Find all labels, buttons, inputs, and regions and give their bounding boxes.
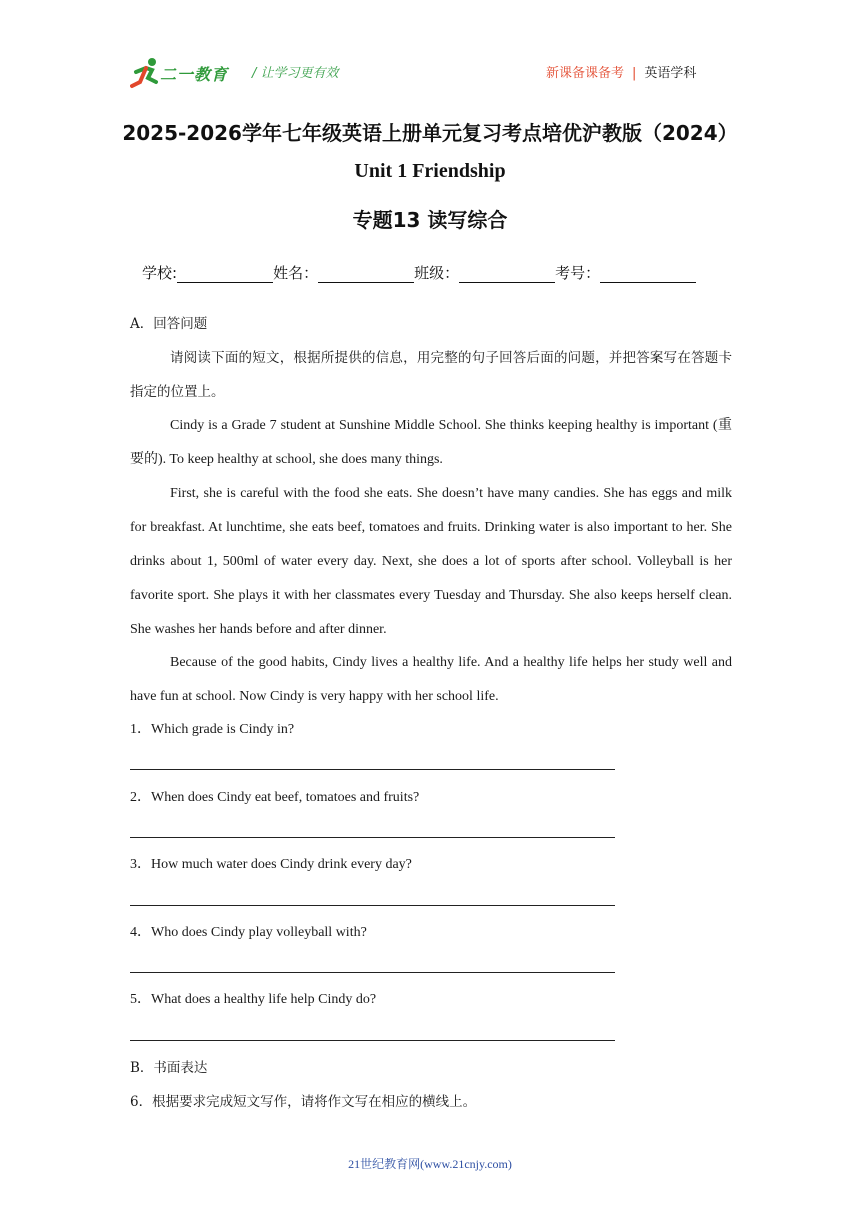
school-blank[interactable] — [177, 266, 273, 283]
question-4: 4．Who does Cindy play volleyball with? — [130, 925, 367, 940]
answer-line-4[interactable] — [130, 972, 615, 973]
passage-paragraph: First, she is careful with the food she eats. She doesn’t have many candies. She has eggs and milk for breakfast. At lunchtime, she eats beef, tomatoes and fruits. Drinking water is also important to her. She drinks about 1, 500ml of water every day. Next, she does a lot of sports after school. Volleyball is her favorite sport. She plays it with her classmates every Tuesday and Thursday. She also keeps herself clean. She washes her hands before and after dinner. — [130, 486, 732, 637]
class-blank[interactable] — [459, 266, 555, 283]
answer-line-3[interactable] — [130, 905, 615, 906]
page-title: 2025-2026学年七年级英语上册单元复习考点培优沪教版（2024） — [122, 121, 738, 145]
question-2: 2．When does Cindy eat beef, tomatoes and fruits? — [130, 790, 420, 805]
section-a-heading: A．回答问题 — [130, 316, 208, 332]
slogan: / 让学习更有效 — [252, 66, 339, 81]
student-info-row — [142, 262, 696, 283]
question-3: 3．How much water does Cindy drink every day? — [130, 857, 412, 872]
logo-text: 二一教育 — [160, 65, 229, 84]
unit-title: Unit 1 Friendship — [354, 160, 506, 182]
passage-paragraph: Because of the good habits, Cindy lives a healthy life. And a healthy life helps her study well and have fun at school. Now Cindy is very happy with her school life. — [130, 655, 732, 704]
runner-logo-icon — [130, 56, 164, 90]
question-6: 6．根据要求完成短文写作，请将作文写在相应的横线上。 — [130, 1094, 477, 1110]
instruction-text: 请阅读下面的短文，根据所提供的信息，用完整的句子回答后面的问题，并把答案写在答题卡指定的位置上。 — [130, 350, 732, 400]
class-label: 班级： — [414, 264, 460, 282]
page-footer: 21世纪教育网(www.21cnjy.com) — [348, 1157, 512, 1171]
section-b-heading: B．书面表达 — [130, 1060, 208, 1076]
answer-line-2[interactable] — [130, 837, 615, 838]
exam-no-blank[interactable] — [600, 266, 696, 283]
logo — [130, 56, 242, 90]
topic-title: 专题13 读写综合 — [352, 208, 508, 232]
header-subject: 英语学科 — [644, 66, 697, 81]
question-5: 5．What does a healthy life help Cindy do? — [130, 992, 377, 1007]
question-1: 1．Which grade is Cindy in? — [130, 722, 295, 737]
school-label: 学校: — [142, 264, 178, 282]
exam-no-label: 考号： — [555, 264, 601, 282]
header-right — [546, 62, 696, 81]
header-separator: | — [632, 66, 637, 81]
page-header — [0, 0, 860, 100]
answer-line-5[interactable] — [130, 1040, 615, 1041]
passage-paragraph: Cindy is a Grade 7 student at Sunshine Middle School. She thinks keeping healthy is important (重要的). To keep healthy at school, she does many things. — [130, 418, 732, 467]
answer-line-1[interactable] — [130, 769, 615, 770]
name-label: 姓名： — [273, 264, 319, 282]
name-blank[interactable] — [318, 266, 414, 283]
header-tagline: 新课备课备考 — [546, 66, 625, 81]
